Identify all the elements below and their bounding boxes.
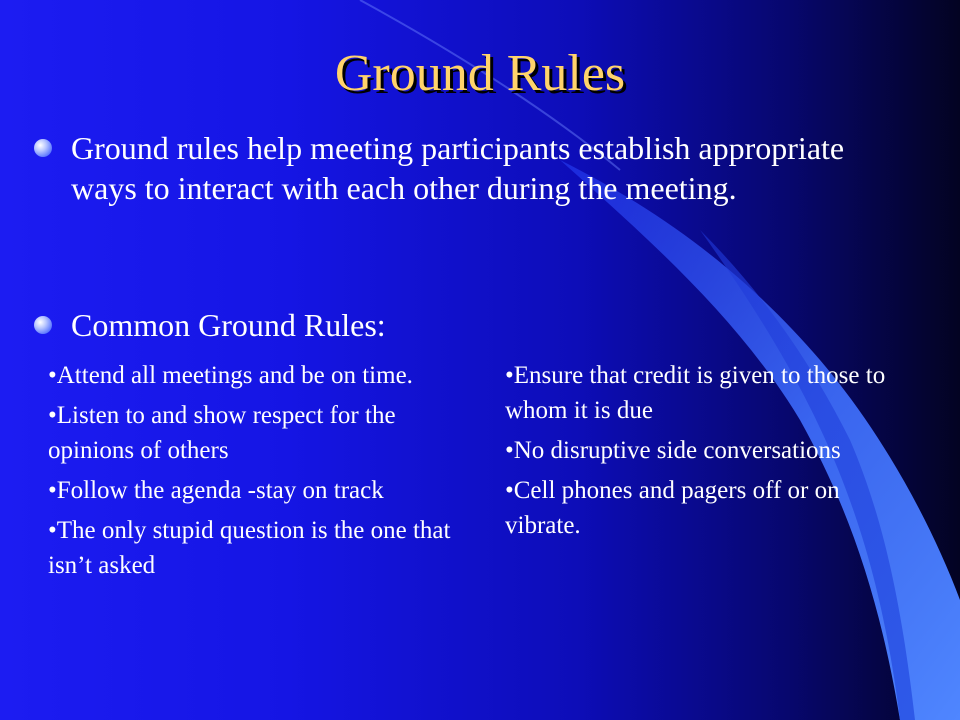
bullet-definition-text: Ground rules help meeting participants establish appropriate ways to interact with each other during the meeting.: [71, 130, 845, 206]
bullet-common-rules: [34, 305, 914, 345]
slide-title: Ground Rules: [334, 45, 626, 102]
rule-item: •Attend all meetings and be on time.: [48, 362, 413, 389]
rule-item: •Ensure that credit is given to those to whom it is due: [505, 362, 886, 424]
rule-item: •Follow the agenda -stay on track: [48, 477, 384, 504]
rule-item: •The only stupid question is the one that isn’t asked: [48, 517, 451, 579]
bullet-common-rules-text: Common Ground Rules:: [71, 307, 386, 343]
rules-left-column: [48, 358, 458, 588]
rules-right-column: [505, 358, 915, 548]
rule-item: •Cell phones and pagers off or on vibrate.: [505, 477, 840, 539]
rule-item: •No disruptive side conversations: [505, 437, 841, 464]
bullet-definition: [34, 128, 914, 208]
rule-item: •Listen to and show respect for the opinions of others: [48, 402, 396, 464]
bullet-dot-icon: [34, 139, 52, 157]
bullet-dot-icon: [34, 316, 52, 334]
